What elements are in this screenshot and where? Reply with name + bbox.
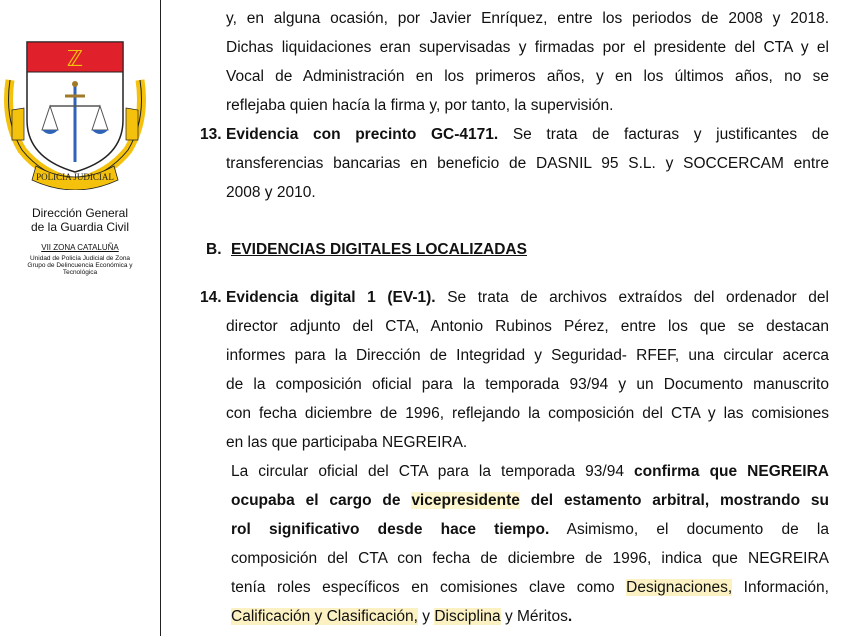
item-14-line6: en las que participaba NEGREIRA. [226, 434, 468, 451]
org-name-line1: Dirección General [31, 206, 129, 220]
zone-label: VII ZONA CATALUÑA [41, 243, 119, 252]
svg-text:ℤ: ℤ [66, 46, 84, 71]
item-13-line1: Evidencia con precinto GC-4171. Se trata de facturas y justificantes de [226, 126, 829, 143]
item-14-title: Evidencia digital 1 (EV-1). [226, 289, 436, 306]
p14b-line1: La circular oficial del CTA para la temporada 93/94 confirma que NEGREIRA [231, 463, 830, 480]
p14b-line4: composición del CTA con fecha de diciembre de 1996, indica que NEGREIRA [231, 550, 829, 567]
section-letter: B. [206, 241, 222, 258]
highlight-vicepresidente: vicepresidente [411, 492, 520, 509]
paragraph-line: Vocal de Administración en los primeros años, y en los últimos años, no se [226, 68, 829, 85]
item-13-line2: transferencias bancarias en beneficio de DASNIL 95 S.L. y SOCCERCAM entre [226, 155, 829, 172]
p14b-line2: ocupaba el cargo de vicepresidente del estamento arbitral, mostrando su [231, 492, 830, 509]
svg-text:POLICIA JUDICIAL: POLICIA JUDICIAL [36, 172, 114, 182]
paragraph-line: Dichas liquidaciones eran supervisadas y firmadas por el presidente del CTA y el [226, 39, 829, 56]
item-14-line5: con fecha diciembre de 1996, reflejando la composición del CTA y las comisiones [226, 405, 829, 422]
highlight-calificacion: Calificación y Clasificación, [231, 608, 418, 625]
item-number-13: 13. [200, 126, 222, 143]
highlight-disciplina: Disciplina [434, 608, 501, 625]
unit-line2: Grupo de Delincuencia Económica y [27, 262, 133, 269]
highlight-designaciones: Designaciones, [626, 579, 733, 596]
unit-line3: Tecnológica [62, 269, 98, 276]
item-14-line2: director adjunto del CTA, Antonio Rubinos Pérez, entre los que se destacan [226, 318, 829, 335]
paragraph-line: reflejaba quien hacía la firma y, por tanto, la supervisión. [226, 97, 614, 114]
p14b-line3: rol significativo desde hace tiempo. Asimismo, el documento de la [231, 521, 829, 538]
p14b-line5: tenía roles específicos en comisiones clave como Designaciones, Información, [231, 579, 829, 596]
item-14-line4: de la composición oficial para la temporada 93/94 y un Documento manuscrito [226, 376, 829, 393]
item-13-title: Evidencia con precinto GC-4171. [226, 126, 499, 143]
item-13-line3: 2008 y 2010. [226, 184, 316, 201]
org-name-line2: de la Guardia Civil [30, 220, 130, 234]
item-number-14: 14. [200, 289, 222, 306]
section-title: EVIDENCIAS DIGITALES LOCALIZADAS [231, 241, 527, 258]
item-14-line1: Evidencia digital 1 (EV-1). Se trata de archivos extraídos del ordenador del [226, 289, 829, 306]
item-14-line3: informes para la Dirección de Integridad y Seguridad- RFEF, una circular acerca [226, 347, 829, 364]
p14b-line6: Calificación y Clasificación, y Disciplina y Méritos. [231, 608, 573, 625]
unit-line1: Unidad de Policía Judicial de Zona [29, 255, 131, 262]
paragraph-line: y, en alguna ocasión, por Javier Enríquez, entre los periodos de 2008 y 2018. [226, 10, 829, 27]
